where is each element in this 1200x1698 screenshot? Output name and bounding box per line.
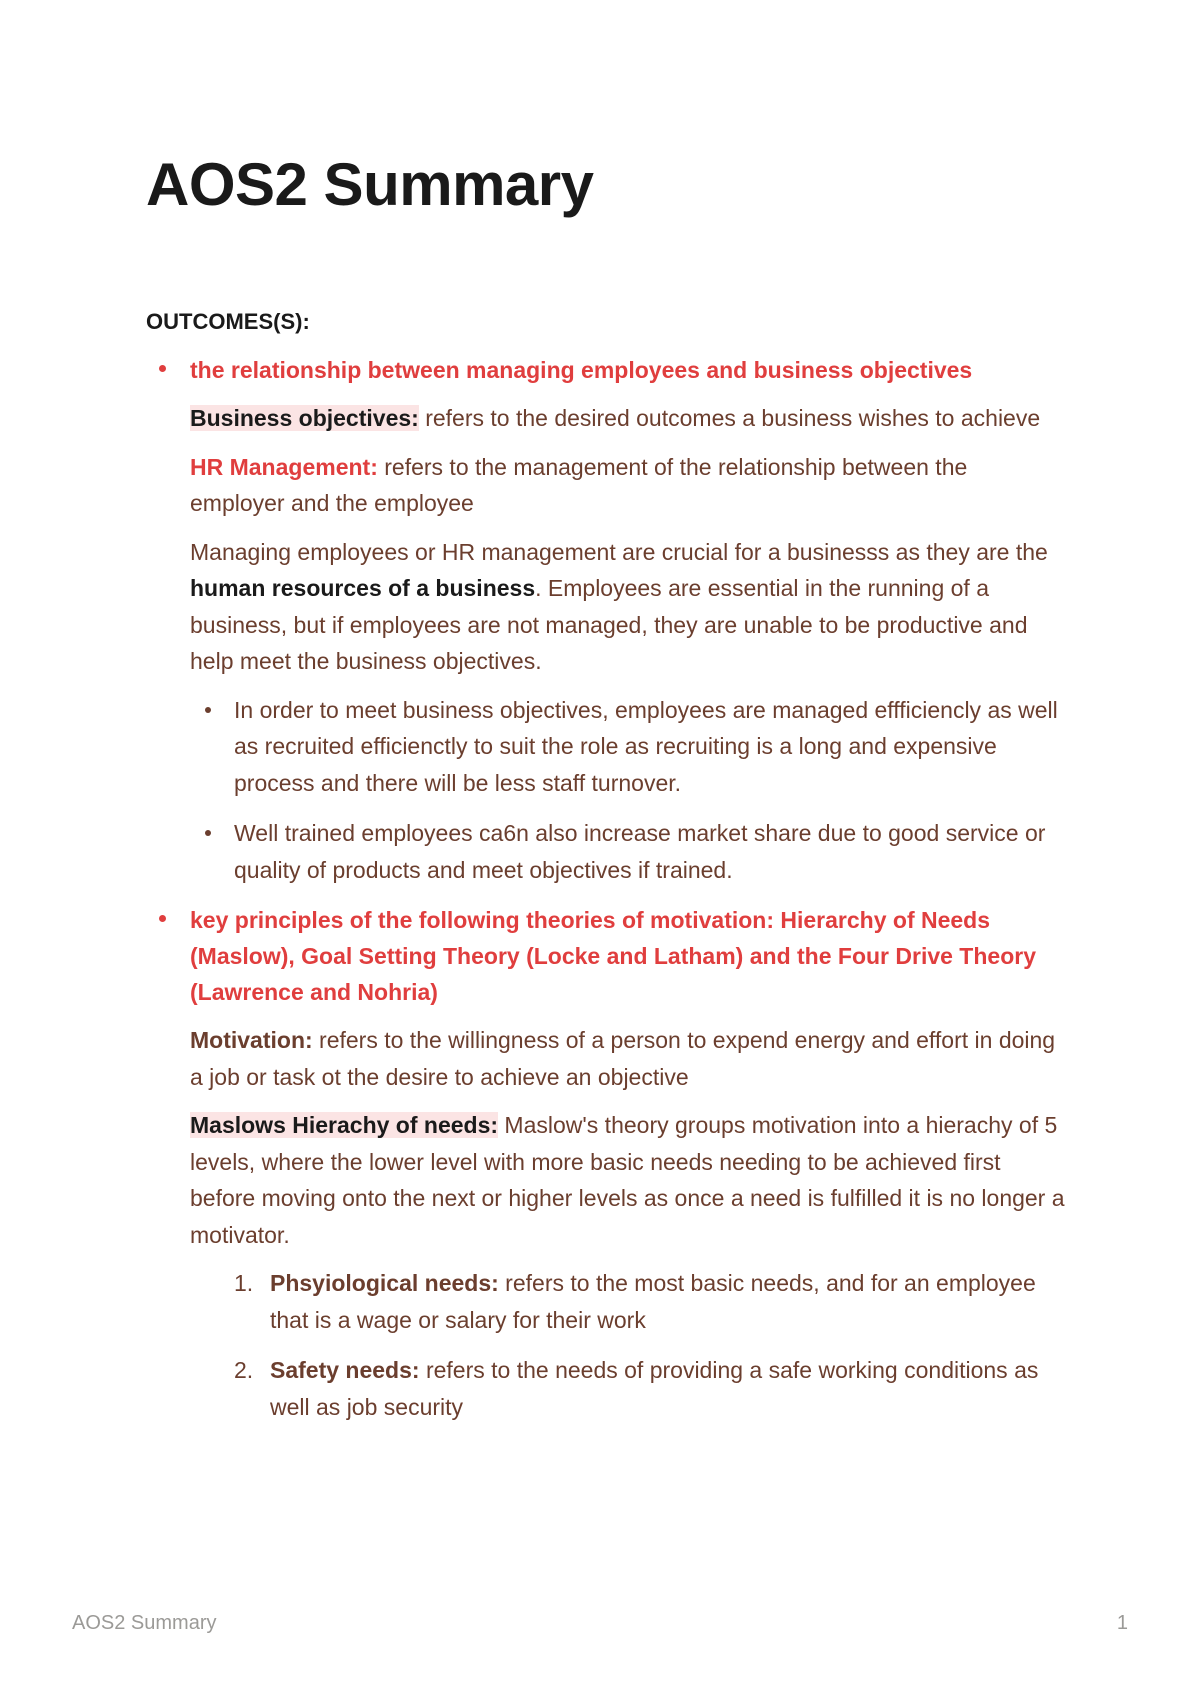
sub-bullet-item [190,815,1066,888]
paragraph-text: Managing employees or HR management are crucial for a businesss as they are the [190,538,1048,565]
definition-hr-management [190,449,1066,522]
definition-term: Motivation: [190,1027,313,1053]
definition-motivation [190,1022,1066,1095]
outcomes-heading: OUTCOMES(S): [146,309,310,334]
definition-text: refers to the desired outcomes a business wishes to achieve [418,405,1041,431]
list-number: 2. [234,1357,254,1383]
document-page [146,150,1066,1439]
page-number: 1 [1116,1612,1128,1634]
outcomes-list [146,352,1066,1425]
definition-term: HR Management: [190,453,378,480]
outcome-heading: key principles of the following theories of motivation: Hierarchy of Needs (Maslow), Goal Setting Theory (Locke and Latham) and the Four Drive Theory (Lawrence and Nohria) [190,907,1036,1005]
definition-text: refers to the willingness of a person to expend energy and effort in doing a job or task ot the desire to achieve an objective [190,1027,1056,1090]
level-term: Phsyiological needs: [270,1270,499,1296]
definition-business-objectives [190,400,1066,437]
needs-level-item [190,1352,1066,1425]
definition-term: Business objectives: [190,405,419,431]
sub-bullet-item [190,692,1066,802]
list-number: 1. [234,1270,254,1296]
needs-levels-list [190,1265,1066,1425]
definition-text: Maslow's theory groups motivation into a hierachy of 5 levels, where the lower level with more basic needs needing to be achieved first before moving onto the next or higher levels as once a need is fulfilled it is no longer a motivator. [190,1112,1065,1248]
bullet-icon [205,707,211,713]
bullet-icon [159,915,166,922]
level-text: refers to the most basic needs, and for an employee that is a wage or salary for their work [270,1270,1036,1333]
definition-term: Maslows Hierachy of needs: [190,1112,499,1138]
level-text: refers to the needs of providing a safe working conditions as well as job security [270,1357,1039,1420]
managing-paragraph [190,534,1066,680]
footer-title: AOS2 Summary [72,1612,217,1634]
bullet-icon [159,365,166,372]
sub-bullet-text: Well trained employees ca6n also increase market share due to good service or quality of products and meet objectives if trained. [234,820,1046,883]
paragraph-text: . Employees are essential in the running of a business, but if employees are not managed, they are unable to be productive and help meet the business objectives. [190,575,1028,674]
needs-level-item [190,1265,1066,1338]
sub-bullet-list [190,692,1066,889]
outcome-item [146,902,1066,1425]
outcome-item [146,352,1066,888]
sub-bullet-text: In order to meet business objectives, employees are managed effficiencly as well as recruited efficienctly to suit the role as recruiting is a long and expensive process and there will be less staff turnover. [234,696,1058,796]
outcome-heading: the relationship between managing employees and business objectives [190,357,973,383]
definition-text: refers to the management of the relationship between the employer and the employee [190,453,968,516]
definition-maslow [190,1107,1066,1253]
paragraph-bold: human resources of a business [190,575,536,601]
page-title: AOS2 Summary [146,151,594,218]
bullet-icon [205,830,211,836]
level-term: Safety needs: [270,1357,420,1383]
